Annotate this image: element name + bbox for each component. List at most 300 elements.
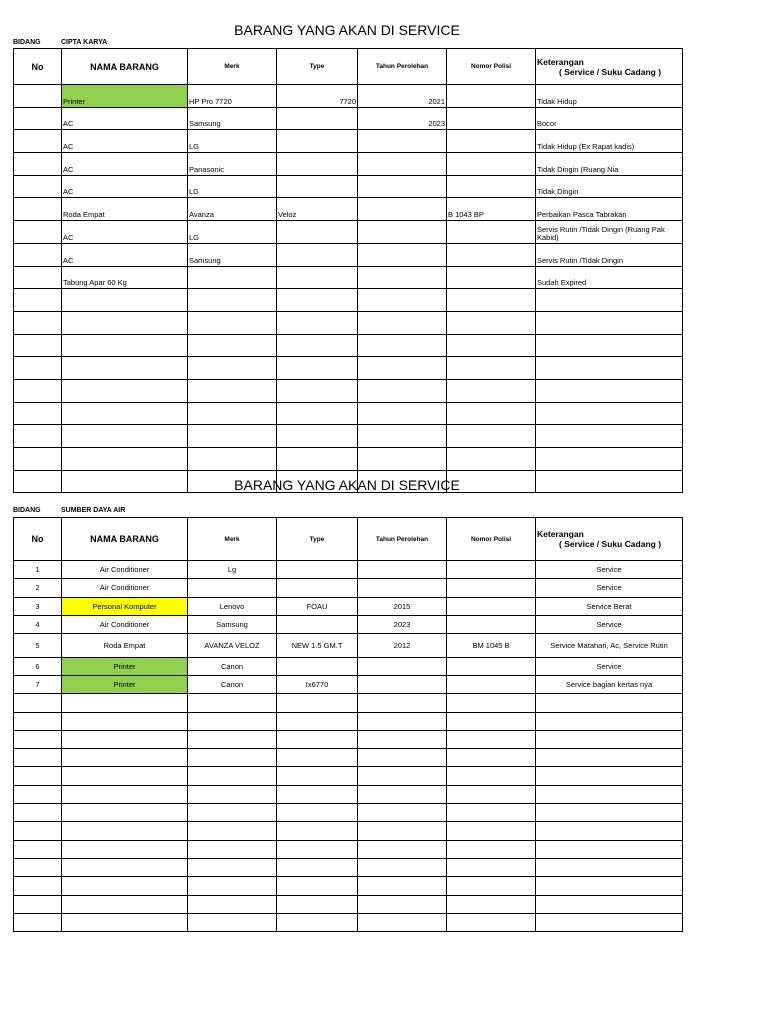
empty-cell bbox=[188, 822, 277, 840]
empty-cell bbox=[358, 334, 447, 357]
section1-bidang-value: CIPTA KARYA bbox=[61, 39, 108, 46]
empty-cell bbox=[447, 858, 536, 876]
empty-cell bbox=[358, 730, 447, 748]
cell-merk: Samsung bbox=[188, 243, 277, 266]
empty-cell bbox=[188, 749, 277, 767]
empty-cell bbox=[188, 767, 277, 785]
empty-cell bbox=[358, 311, 447, 334]
empty-cell bbox=[14, 785, 62, 803]
cell-no: 4 bbox=[14, 615, 62, 633]
empty-cell bbox=[277, 913, 358, 931]
empty-cell bbox=[14, 379, 62, 402]
empty-cell bbox=[358, 840, 447, 858]
section1-bidang-label: BIDANG bbox=[13, 39, 41, 46]
cell-ket: Tidak Dingin bbox=[536, 175, 683, 198]
empty-cell bbox=[536, 694, 683, 712]
cell-type: Ix6770 bbox=[277, 675, 358, 693]
table-row bbox=[14, 175, 683, 198]
cell-type bbox=[277, 266, 358, 289]
cell-merk: Canon bbox=[188, 657, 277, 675]
cell-nama: Tabung Apar 60 Kg bbox=[62, 266, 188, 289]
empty-cell bbox=[188, 379, 277, 402]
empty-cell bbox=[277, 357, 358, 380]
empty-cell bbox=[447, 785, 536, 803]
empty-cell bbox=[14, 712, 62, 730]
cell-nama: AC bbox=[62, 153, 188, 176]
table-row bbox=[14, 675, 683, 693]
table-row bbox=[14, 634, 683, 658]
empty-cell bbox=[62, 712, 188, 730]
empty-cell bbox=[14, 311, 62, 334]
cell-no bbox=[14, 153, 62, 176]
empty-cell bbox=[358, 749, 447, 767]
empty-cell bbox=[447, 289, 536, 312]
empty-cell bbox=[358, 767, 447, 785]
empty-cell bbox=[188, 694, 277, 712]
cell-ket: Sudah Expired bbox=[536, 266, 683, 289]
empty-cell bbox=[62, 448, 188, 471]
cell-type bbox=[277, 243, 358, 266]
empty-cell bbox=[14, 877, 62, 895]
table-row bbox=[14, 85, 683, 108]
cell-ket: Service bbox=[536, 579, 683, 597]
empty-cell bbox=[447, 425, 536, 448]
empty-cell bbox=[447, 804, 536, 822]
cell-tahun bbox=[358, 198, 447, 221]
empty-cell bbox=[447, 379, 536, 402]
empty-cell bbox=[358, 785, 447, 803]
empty-cell bbox=[14, 822, 62, 840]
empty-cell bbox=[447, 840, 536, 858]
empty-row bbox=[14, 730, 683, 748]
table-row bbox=[14, 243, 683, 266]
empty-cell bbox=[277, 402, 358, 425]
cell-no: 3 bbox=[14, 597, 62, 615]
cell-type bbox=[277, 107, 358, 130]
header-keterangan-line1: Keterangan bbox=[537, 529, 584, 539]
table-row bbox=[14, 153, 683, 176]
cell-type: Veloz bbox=[277, 198, 358, 221]
cell-tahun: 2015 bbox=[358, 597, 447, 615]
header-nopol: Nomor Polisi bbox=[447, 49, 536, 85]
cell-tahun bbox=[358, 266, 447, 289]
table-row bbox=[14, 657, 683, 675]
empty-cell bbox=[62, 402, 188, 425]
empty-cell bbox=[62, 425, 188, 448]
cell-tahun: 2023 bbox=[358, 615, 447, 633]
empty-cell bbox=[277, 289, 358, 312]
empty-cell bbox=[277, 749, 358, 767]
cell-ket: Servis Rutin /Tidak Dingin bbox=[536, 243, 683, 266]
cell-nama: Air Conditioner bbox=[62, 579, 188, 597]
cell-tahun bbox=[358, 130, 447, 153]
empty-row bbox=[14, 895, 683, 913]
empty-cell bbox=[536, 357, 683, 380]
section2-empty-rows bbox=[14, 694, 683, 932]
cell-nama: AC bbox=[62, 243, 188, 266]
empty-cell bbox=[536, 858, 683, 876]
empty-cell bbox=[277, 730, 358, 748]
cell-type bbox=[277, 579, 358, 597]
empty-cell bbox=[188, 334, 277, 357]
cell-nopol bbox=[447, 85, 536, 108]
cell-merk: Lg bbox=[188, 561, 277, 579]
empty-cell bbox=[62, 804, 188, 822]
empty-cell bbox=[358, 694, 447, 712]
empty-cell bbox=[62, 822, 188, 840]
empty-cell bbox=[277, 379, 358, 402]
empty-cell bbox=[277, 334, 358, 357]
table-row bbox=[14, 266, 683, 289]
cell-no bbox=[14, 221, 62, 244]
empty-cell bbox=[277, 311, 358, 334]
empty-cell bbox=[188, 712, 277, 730]
empty-cell bbox=[14, 840, 62, 858]
empty-cell bbox=[536, 785, 683, 803]
empty-cell bbox=[188, 402, 277, 425]
empty-row bbox=[14, 425, 683, 448]
cell-nama: AC bbox=[62, 107, 188, 130]
empty-cell bbox=[188, 877, 277, 895]
cell-type bbox=[277, 657, 358, 675]
cell-no: 6 bbox=[14, 657, 62, 675]
header-merk: Merk bbox=[188, 518, 277, 561]
cell-merk: HP Pro 7720 bbox=[188, 85, 277, 108]
cell-no bbox=[14, 266, 62, 289]
empty-row bbox=[14, 804, 683, 822]
empty-row bbox=[14, 379, 683, 402]
table-row bbox=[14, 597, 683, 615]
empty-row bbox=[14, 749, 683, 767]
empty-cell bbox=[62, 913, 188, 931]
cell-nama: AC bbox=[62, 130, 188, 153]
cell-no bbox=[14, 85, 62, 108]
empty-cell bbox=[358, 425, 447, 448]
empty-cell bbox=[536, 311, 683, 334]
header-nama-barang: NAMA BARANG bbox=[62, 49, 188, 85]
empty-cell bbox=[14, 402, 62, 425]
header-keterangan-line2: ( Service / Suku Cadang ) bbox=[559, 539, 662, 549]
empty-cell bbox=[358, 379, 447, 402]
header-tahun: Tahun Perolehan bbox=[358, 49, 447, 85]
cell-ket: Service bbox=[536, 615, 683, 633]
empty-cell bbox=[447, 767, 536, 785]
cell-merk: LG bbox=[188, 175, 277, 198]
section2-table bbox=[13, 517, 683, 932]
empty-row bbox=[14, 767, 683, 785]
empty-row bbox=[14, 785, 683, 803]
cell-nama: Printer bbox=[62, 657, 188, 675]
table-row bbox=[14, 221, 683, 244]
empty-cell bbox=[358, 858, 447, 876]
cell-nopol bbox=[447, 561, 536, 579]
cell-no: 7 bbox=[14, 675, 62, 693]
cell-merk: LG bbox=[188, 130, 277, 153]
empty-row bbox=[14, 712, 683, 730]
cell-tahun: 2021 bbox=[358, 85, 447, 108]
empty-cell bbox=[14, 694, 62, 712]
cell-no: 5 bbox=[14, 634, 62, 658]
cell-nopol bbox=[447, 243, 536, 266]
empty-cell bbox=[277, 767, 358, 785]
cell-tahun bbox=[358, 657, 447, 675]
empty-cell bbox=[358, 712, 447, 730]
cell-type: NEW 1.5 GM.T bbox=[277, 634, 358, 658]
cell-merk: Samsung bbox=[188, 107, 277, 130]
section1-title: BARANG YANG AKAN DI SERVICE bbox=[234, 22, 460, 38]
cell-nopol bbox=[447, 597, 536, 615]
cell-type bbox=[277, 561, 358, 579]
empty-cell bbox=[447, 877, 536, 895]
empty-cell bbox=[277, 877, 358, 895]
empty-cell bbox=[447, 311, 536, 334]
cell-nama: Air Conditioner bbox=[62, 615, 188, 633]
cell-nopol bbox=[447, 615, 536, 633]
empty-cell bbox=[447, 913, 536, 931]
cell-nopol bbox=[447, 266, 536, 289]
section1-table bbox=[13, 48, 683, 493]
empty-cell bbox=[536, 877, 683, 895]
empty-cell bbox=[188, 357, 277, 380]
table-row bbox=[14, 130, 683, 153]
cell-tahun bbox=[358, 243, 447, 266]
cell-nopol bbox=[447, 675, 536, 693]
cell-no: 1 bbox=[14, 561, 62, 579]
cell-nama: Printer bbox=[62, 675, 188, 693]
cell-tahun: 2023 bbox=[358, 107, 447, 130]
empty-row bbox=[14, 913, 683, 931]
empty-cell bbox=[536, 425, 683, 448]
header-type: Type bbox=[277, 49, 358, 85]
cell-type bbox=[277, 175, 358, 198]
cell-tahun bbox=[358, 579, 447, 597]
empty-row bbox=[14, 357, 683, 380]
empty-cell bbox=[188, 289, 277, 312]
cell-type bbox=[277, 221, 358, 244]
cell-tahun: 2012 bbox=[358, 634, 447, 658]
table-row bbox=[14, 107, 683, 130]
empty-cell bbox=[14, 425, 62, 448]
empty-cell bbox=[536, 402, 683, 425]
cell-tahun bbox=[358, 675, 447, 693]
empty-cell bbox=[188, 858, 277, 876]
empty-cell bbox=[188, 785, 277, 803]
cell-nopol: BM 1045 B bbox=[447, 634, 536, 658]
header-tahun: Tahun Perolehan bbox=[358, 518, 447, 561]
empty-cell bbox=[14, 289, 62, 312]
header-nopol: Nomor Polisi bbox=[447, 518, 536, 561]
cell-ket: Service bbox=[536, 657, 683, 675]
empty-cell bbox=[62, 767, 188, 785]
cell-no bbox=[14, 130, 62, 153]
cell-ket: Tidak Hidup (Ex Rapat kadis) bbox=[536, 130, 683, 153]
empty-cell bbox=[14, 730, 62, 748]
empty-cell bbox=[14, 334, 62, 357]
empty-cell bbox=[14, 895, 62, 913]
empty-cell bbox=[536, 895, 683, 913]
empty-cell bbox=[447, 822, 536, 840]
empty-row bbox=[14, 311, 683, 334]
empty-cell bbox=[62, 877, 188, 895]
empty-cell bbox=[277, 840, 358, 858]
header-keterangan bbox=[536, 49, 683, 85]
cell-type: FOAU bbox=[277, 597, 358, 615]
cell-nama: Roda Empat bbox=[62, 634, 188, 658]
cell-nopol bbox=[447, 657, 536, 675]
empty-cell bbox=[277, 425, 358, 448]
empty-cell bbox=[277, 822, 358, 840]
empty-row bbox=[14, 448, 683, 471]
empty-cell bbox=[277, 712, 358, 730]
cell-nopol bbox=[447, 221, 536, 244]
empty-cell bbox=[188, 425, 277, 448]
empty-cell bbox=[62, 379, 188, 402]
header-keterangan-line1: Keterangan bbox=[537, 56, 584, 67]
empty-cell bbox=[188, 448, 277, 471]
empty-row bbox=[14, 694, 683, 712]
cell-ket: Service bbox=[536, 561, 683, 579]
cell-merk: LG bbox=[188, 221, 277, 244]
cell-nama: Air Conditioner bbox=[62, 561, 188, 579]
empty-cell bbox=[277, 785, 358, 803]
empty-cell bbox=[447, 895, 536, 913]
empty-cell bbox=[447, 357, 536, 380]
empty-cell bbox=[62, 694, 188, 712]
cell-ket: Service bagian kertas nya bbox=[536, 675, 683, 693]
empty-cell bbox=[536, 712, 683, 730]
empty-row bbox=[14, 402, 683, 425]
empty-cell bbox=[14, 749, 62, 767]
empty-cell bbox=[14, 913, 62, 931]
header-no: No bbox=[14, 518, 62, 561]
empty-cell bbox=[536, 379, 683, 402]
empty-cell bbox=[536, 730, 683, 748]
empty-cell bbox=[62, 311, 188, 334]
cell-ket: Perbaikan Pasca Tabrakan bbox=[536, 198, 683, 221]
empty-cell bbox=[62, 895, 188, 913]
empty-cell bbox=[447, 749, 536, 767]
cell-tahun bbox=[358, 561, 447, 579]
empty-cell bbox=[447, 730, 536, 748]
header-keterangan-line2: ( Service / Suku Cadang ) bbox=[559, 66, 662, 77]
header-nama-barang: NAMA BARANG bbox=[62, 518, 188, 561]
section1-empty-rows bbox=[14, 289, 683, 493]
table-row bbox=[14, 615, 683, 633]
empty-cell bbox=[188, 730, 277, 748]
empty-cell bbox=[358, 289, 447, 312]
cell-no bbox=[14, 198, 62, 221]
cell-nama: AC bbox=[62, 175, 188, 198]
empty-cell bbox=[358, 822, 447, 840]
empty-cell bbox=[536, 822, 683, 840]
empty-cell bbox=[358, 357, 447, 380]
table-row bbox=[14, 198, 683, 221]
empty-cell bbox=[14, 357, 62, 380]
cell-type: 7720 bbox=[277, 85, 358, 108]
cell-type bbox=[277, 615, 358, 633]
empty-cell bbox=[358, 877, 447, 895]
cell-ket: Service Berat bbox=[536, 597, 683, 615]
cell-no bbox=[14, 175, 62, 198]
cell-nopol: B 1043 BP bbox=[447, 198, 536, 221]
empty-cell bbox=[62, 858, 188, 876]
cell-merk bbox=[188, 266, 277, 289]
cell-merk: Avanza bbox=[188, 198, 277, 221]
empty-cell bbox=[358, 448, 447, 471]
cell-nopol bbox=[447, 130, 536, 153]
cell-nama: Personal Komputer bbox=[62, 597, 188, 615]
cell-nopol bbox=[447, 579, 536, 597]
empty-cell bbox=[447, 448, 536, 471]
empty-cell bbox=[536, 749, 683, 767]
empty-cell bbox=[14, 767, 62, 785]
empty-cell bbox=[447, 694, 536, 712]
empty-cell bbox=[62, 357, 188, 380]
empty-cell bbox=[358, 402, 447, 425]
cell-merk: Lenovo bbox=[188, 597, 277, 615]
empty-cell bbox=[536, 913, 683, 931]
cell-merk: Samsung bbox=[188, 615, 277, 633]
header-keterangan bbox=[536, 518, 683, 561]
empty-cell bbox=[277, 858, 358, 876]
empty-cell bbox=[62, 289, 188, 312]
cell-merk: AVANZA VELOZ bbox=[188, 634, 277, 658]
cell-merk: Canon bbox=[188, 675, 277, 693]
cell-tahun bbox=[358, 175, 447, 198]
empty-cell bbox=[536, 448, 683, 471]
empty-cell bbox=[62, 334, 188, 357]
cell-merk: Panasonic bbox=[188, 153, 277, 176]
empty-cell bbox=[62, 749, 188, 767]
cell-nama: Printer bbox=[62, 85, 188, 108]
empty-cell bbox=[536, 767, 683, 785]
cell-no bbox=[14, 107, 62, 130]
empty-row bbox=[14, 334, 683, 357]
cell-ket: Servis Rutin /Tidak Dingin (Ruang Pak Kabid) bbox=[536, 221, 683, 244]
cell-ket: Service Matahari, Ac, Service Rutin bbox=[536, 634, 683, 658]
header-type: Type bbox=[277, 518, 358, 561]
empty-cell bbox=[447, 402, 536, 425]
cell-merk bbox=[188, 579, 277, 597]
empty-cell bbox=[62, 785, 188, 803]
section2-title: BARANG YANG AKAN DI SERVICE bbox=[234, 477, 460, 493]
empty-cell bbox=[14, 448, 62, 471]
empty-row bbox=[14, 840, 683, 858]
empty-cell bbox=[62, 840, 188, 858]
cell-no bbox=[14, 243, 62, 266]
section2-bidang-label: BIDANG bbox=[13, 507, 41, 514]
empty-cell bbox=[277, 694, 358, 712]
cell-nopol bbox=[447, 153, 536, 176]
empty-cell bbox=[277, 895, 358, 913]
empty-row bbox=[14, 877, 683, 895]
empty-cell bbox=[358, 804, 447, 822]
empty-row bbox=[14, 822, 683, 840]
table-row bbox=[14, 561, 683, 579]
empty-cell bbox=[188, 804, 277, 822]
empty-cell bbox=[447, 712, 536, 730]
empty-cell bbox=[188, 913, 277, 931]
header-merk: Merk bbox=[188, 49, 277, 85]
empty-cell bbox=[277, 804, 358, 822]
cell-nopol bbox=[447, 175, 536, 198]
empty-cell bbox=[447, 334, 536, 357]
empty-row bbox=[14, 858, 683, 876]
empty-cell bbox=[536, 334, 683, 357]
cell-type bbox=[277, 130, 358, 153]
empty-cell bbox=[62, 730, 188, 748]
header-no: No bbox=[14, 49, 62, 85]
